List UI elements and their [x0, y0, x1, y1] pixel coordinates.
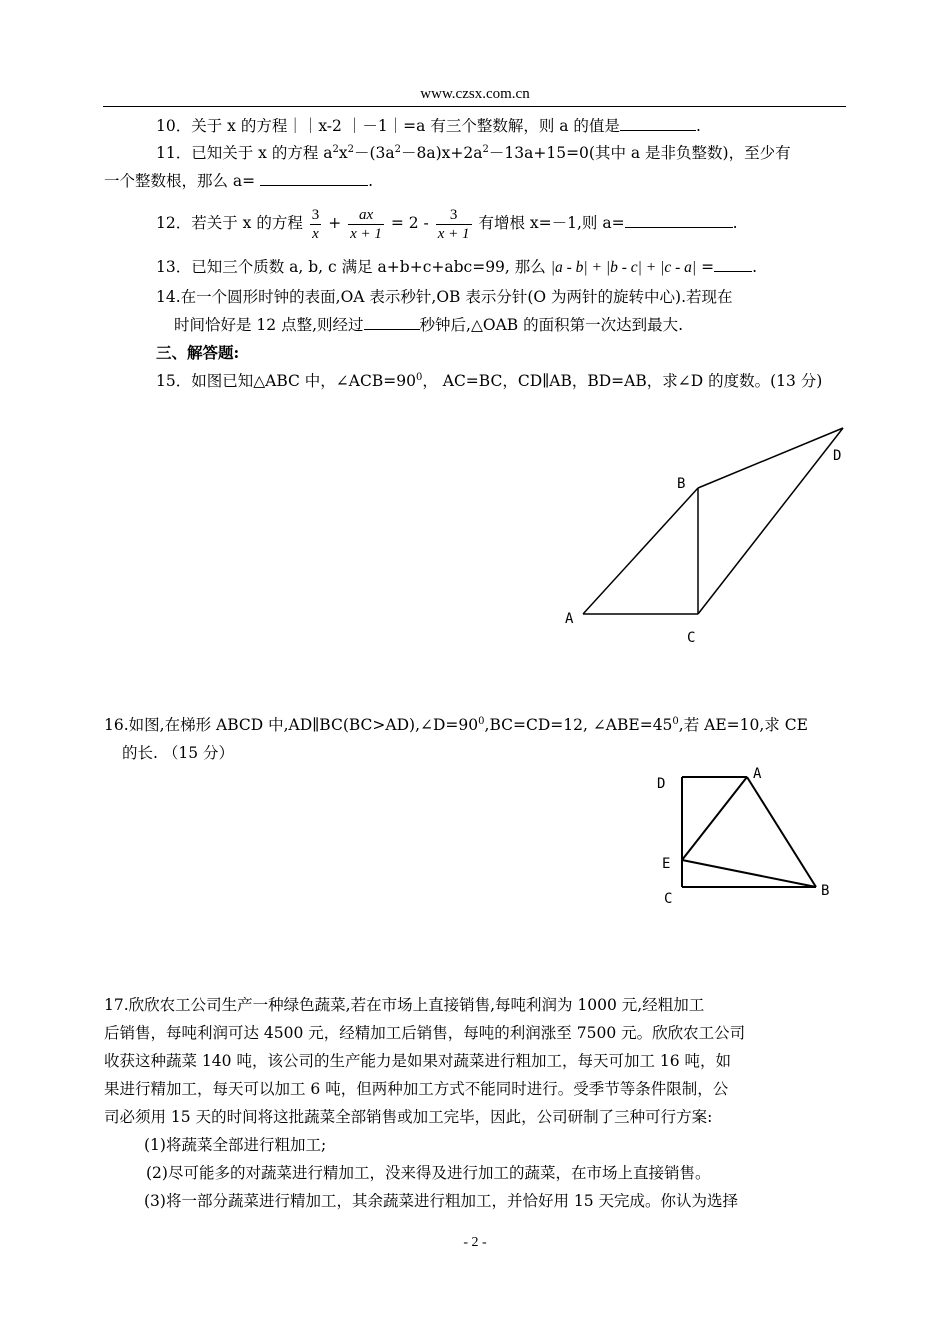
- q14-line2-a: 时间恰好是 12 点整,则经过: [174, 316, 364, 334]
- q11-part-e: －13a+15=0(其中 a 是非负整数)，至少有: [488, 144, 791, 162]
- fig16-label-a: A: [753, 766, 762, 782]
- q13-prefix: 13．已知三个质数 a, b, c 满足 a+b+c+abc=99, 那么: [156, 258, 546, 276]
- q11-part-a: 11．已知关于 x 的方程 a: [156, 144, 333, 162]
- question-11-line-2: [104, 170, 373, 192]
- q11-end: .: [368, 172, 374, 190]
- fig16-label-c: C: [664, 891, 673, 907]
- fig16-segment-eb: [682, 860, 816, 887]
- q11-part-d: －8a)x+2a: [401, 144, 483, 162]
- q11-line2-text: 一个整数根，那么 a=: [104, 172, 256, 190]
- question-10: [156, 115, 701, 137]
- question-15: [156, 370, 822, 392]
- q13-end: .: [752, 258, 758, 276]
- question-16-line-2: 的长. （15 分）: [122, 744, 235, 762]
- fig15-label-a: A: [565, 611, 574, 627]
- section-title: 三、解答题:: [156, 343, 240, 362]
- q12-f2-den: x + 1: [350, 225, 382, 242]
- figure-16: [650, 760, 850, 910]
- q12-suffix: 有增根 x=－1,则 a=: [478, 214, 625, 232]
- q11-answer-blank: [260, 171, 368, 186]
- q11-part-b: x: [338, 144, 348, 162]
- fig16-label-e: E: [662, 856, 671, 872]
- fig15-label-b: B: [677, 476, 686, 492]
- q14-line2-b: 秒钟后,△OAB 的面积第一次达到最大.: [419, 316, 684, 334]
- q12-fraction-1: [310, 206, 322, 243]
- header-url: www.czsx.com.cn: [420, 86, 530, 102]
- q12-fraction-3: [436, 206, 472, 243]
- q10-answer-blank: [620, 116, 696, 131]
- q12-fraction-2: [348, 206, 384, 243]
- fig16-label-d: D: [657, 776, 666, 792]
- q12-f2-num: ax: [358, 206, 374, 223]
- q11-part-c: －(3a: [354, 144, 395, 162]
- q11-sup: 2: [332, 144, 339, 155]
- q11-sup: 2: [347, 144, 354, 155]
- q16-sup-1: 0: [478, 716, 485, 727]
- q12-f1-den: x: [312, 225, 319, 242]
- question-17-line-5: 司必须用 15 天的时间将这批蔬菜全部销售或加工完毕，因此，公司研制了三种可行方案:: [104, 1108, 713, 1126]
- q11-sup: 2: [482, 144, 489, 155]
- question-17-option-3: (3)将一部分蔬菜进行精加工，其余蔬菜进行粗加工，并恰好用 15 天完成。你认为选择: [144, 1192, 739, 1210]
- q12-equals: = 2 -: [390, 214, 429, 232]
- page-number: - 2 -: [463, 1235, 487, 1250]
- question-14-line-1: 14.在一个圆形时钟的表面,OA 表示秒针,OB 表示分针(O 为两针的旋转中心).若现在: [156, 288, 733, 306]
- fig15-label-c: C: [687, 630, 696, 646]
- q13-answer-blank: [714, 257, 752, 272]
- q16-part-a: 16.如图,在梯形 ABCD 中,AD∥BC(BC>AD),∠D=90: [104, 716, 479, 734]
- fig16-label-b: B: [821, 883, 830, 899]
- question-17-line-2: 后销售，每吨利润可达 4500 元，经精加工后销售，每吨的利润涨至 7500 元。欣欣农工公司: [104, 1024, 746, 1042]
- question-17-line-3: 收获这种蔬菜 140 吨，该公司的生产能力是如果对蔬菜进行粗加工，每天可加工 16 吨，如: [104, 1052, 732, 1070]
- question-17-option-2: (2)尽可能多的对蔬菜进行精加工，没来得及进行加工的蔬菜，在市场上直接销售。: [146, 1164, 711, 1182]
- header-rule: [103, 106, 846, 107]
- fig15-segment-bd: [698, 428, 843, 488]
- q12-f3-num: 3: [449, 206, 458, 223]
- q16-sup-2: 0: [672, 716, 679, 727]
- q15-text: 15．如图已知△ABC 中，∠ACB=90: [156, 372, 416, 390]
- q14-answer-blank: [364, 315, 420, 330]
- figure-15: [555, 420, 855, 650]
- fig15-segment-cd: [698, 428, 843, 614]
- question-11-line-1: [156, 142, 791, 164]
- question-13: [156, 256, 757, 279]
- q12-plus: +: [328, 214, 342, 232]
- fig15-label-d: D: [833, 448, 842, 464]
- fig15-segment-ab: [583, 488, 698, 614]
- q10-text: 10．关于 x 的方程｜｜x-2 ｜－1｜=a 有三个整数解，则 a 的值是: [156, 117, 620, 135]
- q16-part-c: ,若 AE=10,求 CE: [678, 716, 808, 734]
- question-16-line-1: [104, 714, 808, 736]
- q15-rest: ， AC=BC，CD∥AB，BD=AB，求∠D 的度数。(13 分): [422, 372, 823, 390]
- fig16-segment-ea: [682, 777, 747, 860]
- question-17-option-1: (1)将蔬菜全部进行粗加工;: [144, 1136, 327, 1154]
- q13-expression: |a - b| + |b - c| + |c - a|: [550, 259, 697, 276]
- q13-equals: =: [701, 258, 715, 276]
- q12-answer-blank: [625, 213, 733, 228]
- q12-f1-num: 3: [311, 206, 320, 223]
- fig16-segment-ab: [747, 777, 816, 887]
- q15-sup: 0: [415, 372, 423, 383]
- q10-end: .: [695, 117, 701, 135]
- question-17-line-1: 17.欣欣农工公司生产一种绿色蔬菜,若在市场上直接销售,每吨利润为 1000 元,经粗加工: [104, 996, 705, 1014]
- q16-part-b: ,BC=CD=12, ∠ABE=45: [484, 716, 673, 734]
- q12-f3-den: x + 1: [437, 225, 470, 242]
- question-17-line-4: 果进行精加工，每天可以加工 6 吨，但两种加工方式不能同时进行。受季节等条件限制，公: [104, 1080, 729, 1098]
- q12-prefix: 12．若关于 x 的方程: [156, 214, 303, 232]
- question-14-line-2: [174, 314, 683, 336]
- question-12: [156, 204, 738, 243]
- q11-sup: 2: [394, 144, 402, 155]
- q12-end: .: [732, 214, 738, 232]
